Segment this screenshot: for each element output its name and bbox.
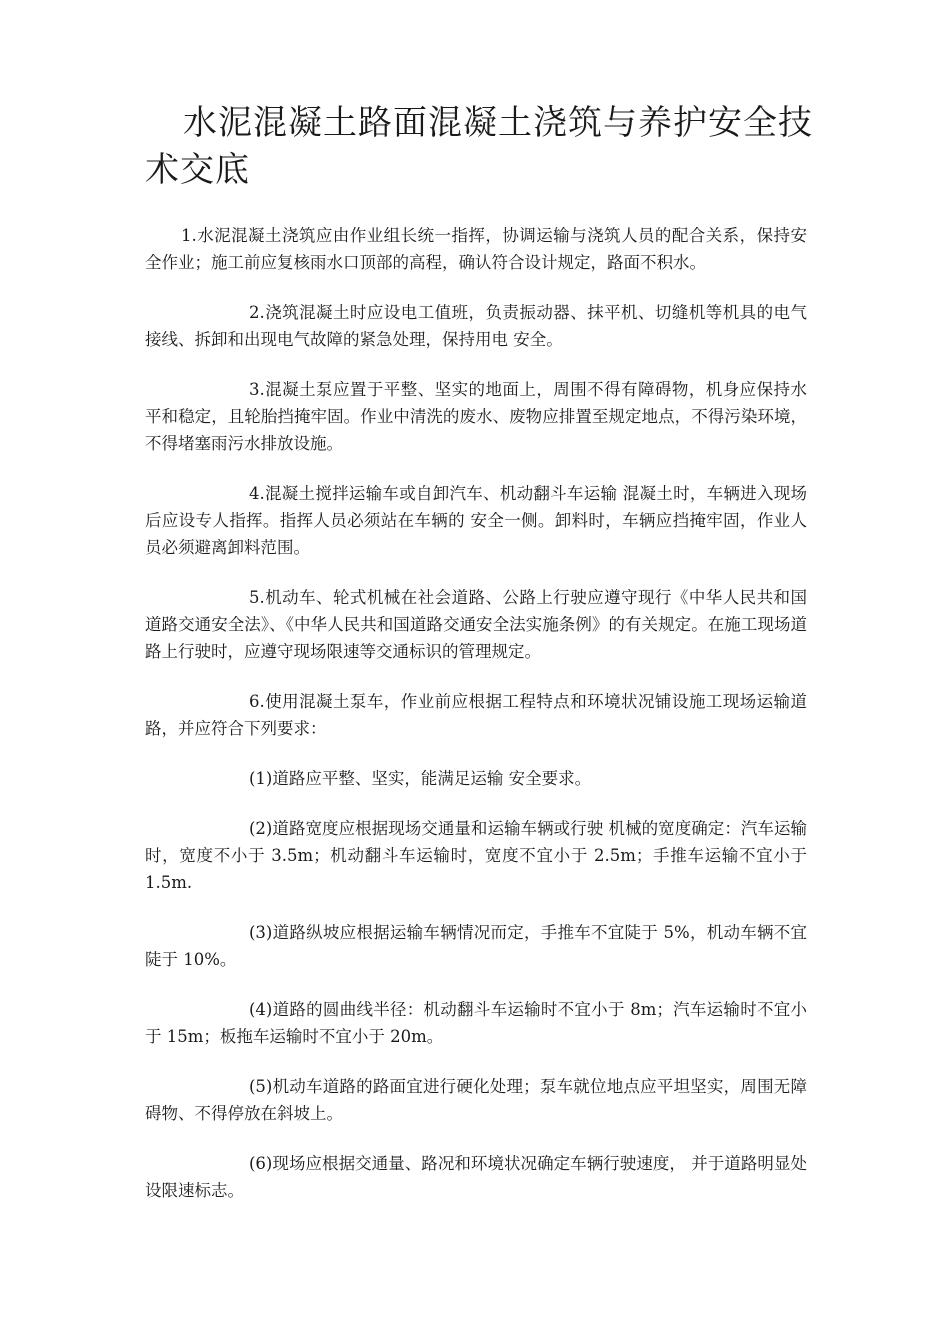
paragraph-6: 6.使用混凝土泵车，作业前应根据工程特点和环境状况铺设施工现场运输道路，并应符合下列要求： — [145, 692, 807, 738]
paragraph-1: 1.水泥混凝土浇筑应由作业组长统一指挥，协调运输与浇筑人员的配合关系，保持安全作业；施工前应复核雨水口顶部的高程，确认符合设计规定，路面不积水。 — [145, 226, 807, 272]
requirement-4: (4)道路的圆曲线半径：机动翻斗车运输时不宜小于 8m；汽车运输时不宜小于 15m；板拖车运输时不宜小于 20m。 — [145, 1000, 807, 1046]
paragraph-2: 2.浇筑混凝土时应设电工值班，负责振动器、抹平机、切缝机等机具的电气接线、拆卸和出现电气故障的紧急处理，保持用电 安全。 — [145, 303, 807, 349]
requirement-6: (6)现场应根据交通量、路况和环境状况确定车辆行驶速度， 并于道路明显处设限速标志。 — [145, 1154, 807, 1200]
paragraph-4: 4.混凝土搅拌运输车或自卸汽车、机动翻斗车运输 混凝土时，车辆进入现场后应设专人指挥。指挥人员必须站在车辆的 安全一侧。卸料时，车辆应挡掩牢固，作业人员必须避离卸料范围。 — [145, 484, 807, 557]
requirement-3: (3)道路纵坡应根据运输车辆情况而定，手推车不宜陡于 5%，机动车辆不宜陡于 10%。 — [145, 923, 807, 969]
document-title: 水泥混凝土路面混凝土浇筑与养护安全技术交底 — [145, 103, 813, 190]
document-body — [145, 222, 807, 1227]
requirement-2: (2)道路宽度应根据现场交通量和运输车辆或行驶 机械的宽度确定：汽车运输时，宽度不小于 3.5m；机动翻斗车运输时，宽度不宜小于 2.5m；手推车运输不宜小于 1.5m. — [145, 819, 807, 892]
paragraph-3: 3.混凝土泵应置于平整、坚实的地面上，周围不得有障碍物，机身应保持水平和稳定，且轮胎挡掩牢固。作业中清洗的废水、废物应排置至规定地点，不得污染环境，不得堵塞雨污水排放设施。 — [145, 380, 807, 453]
requirement-1: (1)道路应平整、坚实，能满足运输 安全要求。 — [249, 769, 592, 788]
paragraph-5: 5.机动车、轮式机械在社会道路、公路上行驶应遵守现行《中华人民共和国道路交通安全法》、《中华人民共和国道路交通安全法实施条例》的有关规定。在施工现场道路上行驶时，应遵守现场限速等交通标识的管理规定。 — [145, 588, 807, 661]
requirement-5: (5)机动车道路的路面宜进行硬化处理；泵车就位地点应平坦坚实，周围无障碍物、不得停放在斜坡上。 — [145, 1077, 807, 1123]
